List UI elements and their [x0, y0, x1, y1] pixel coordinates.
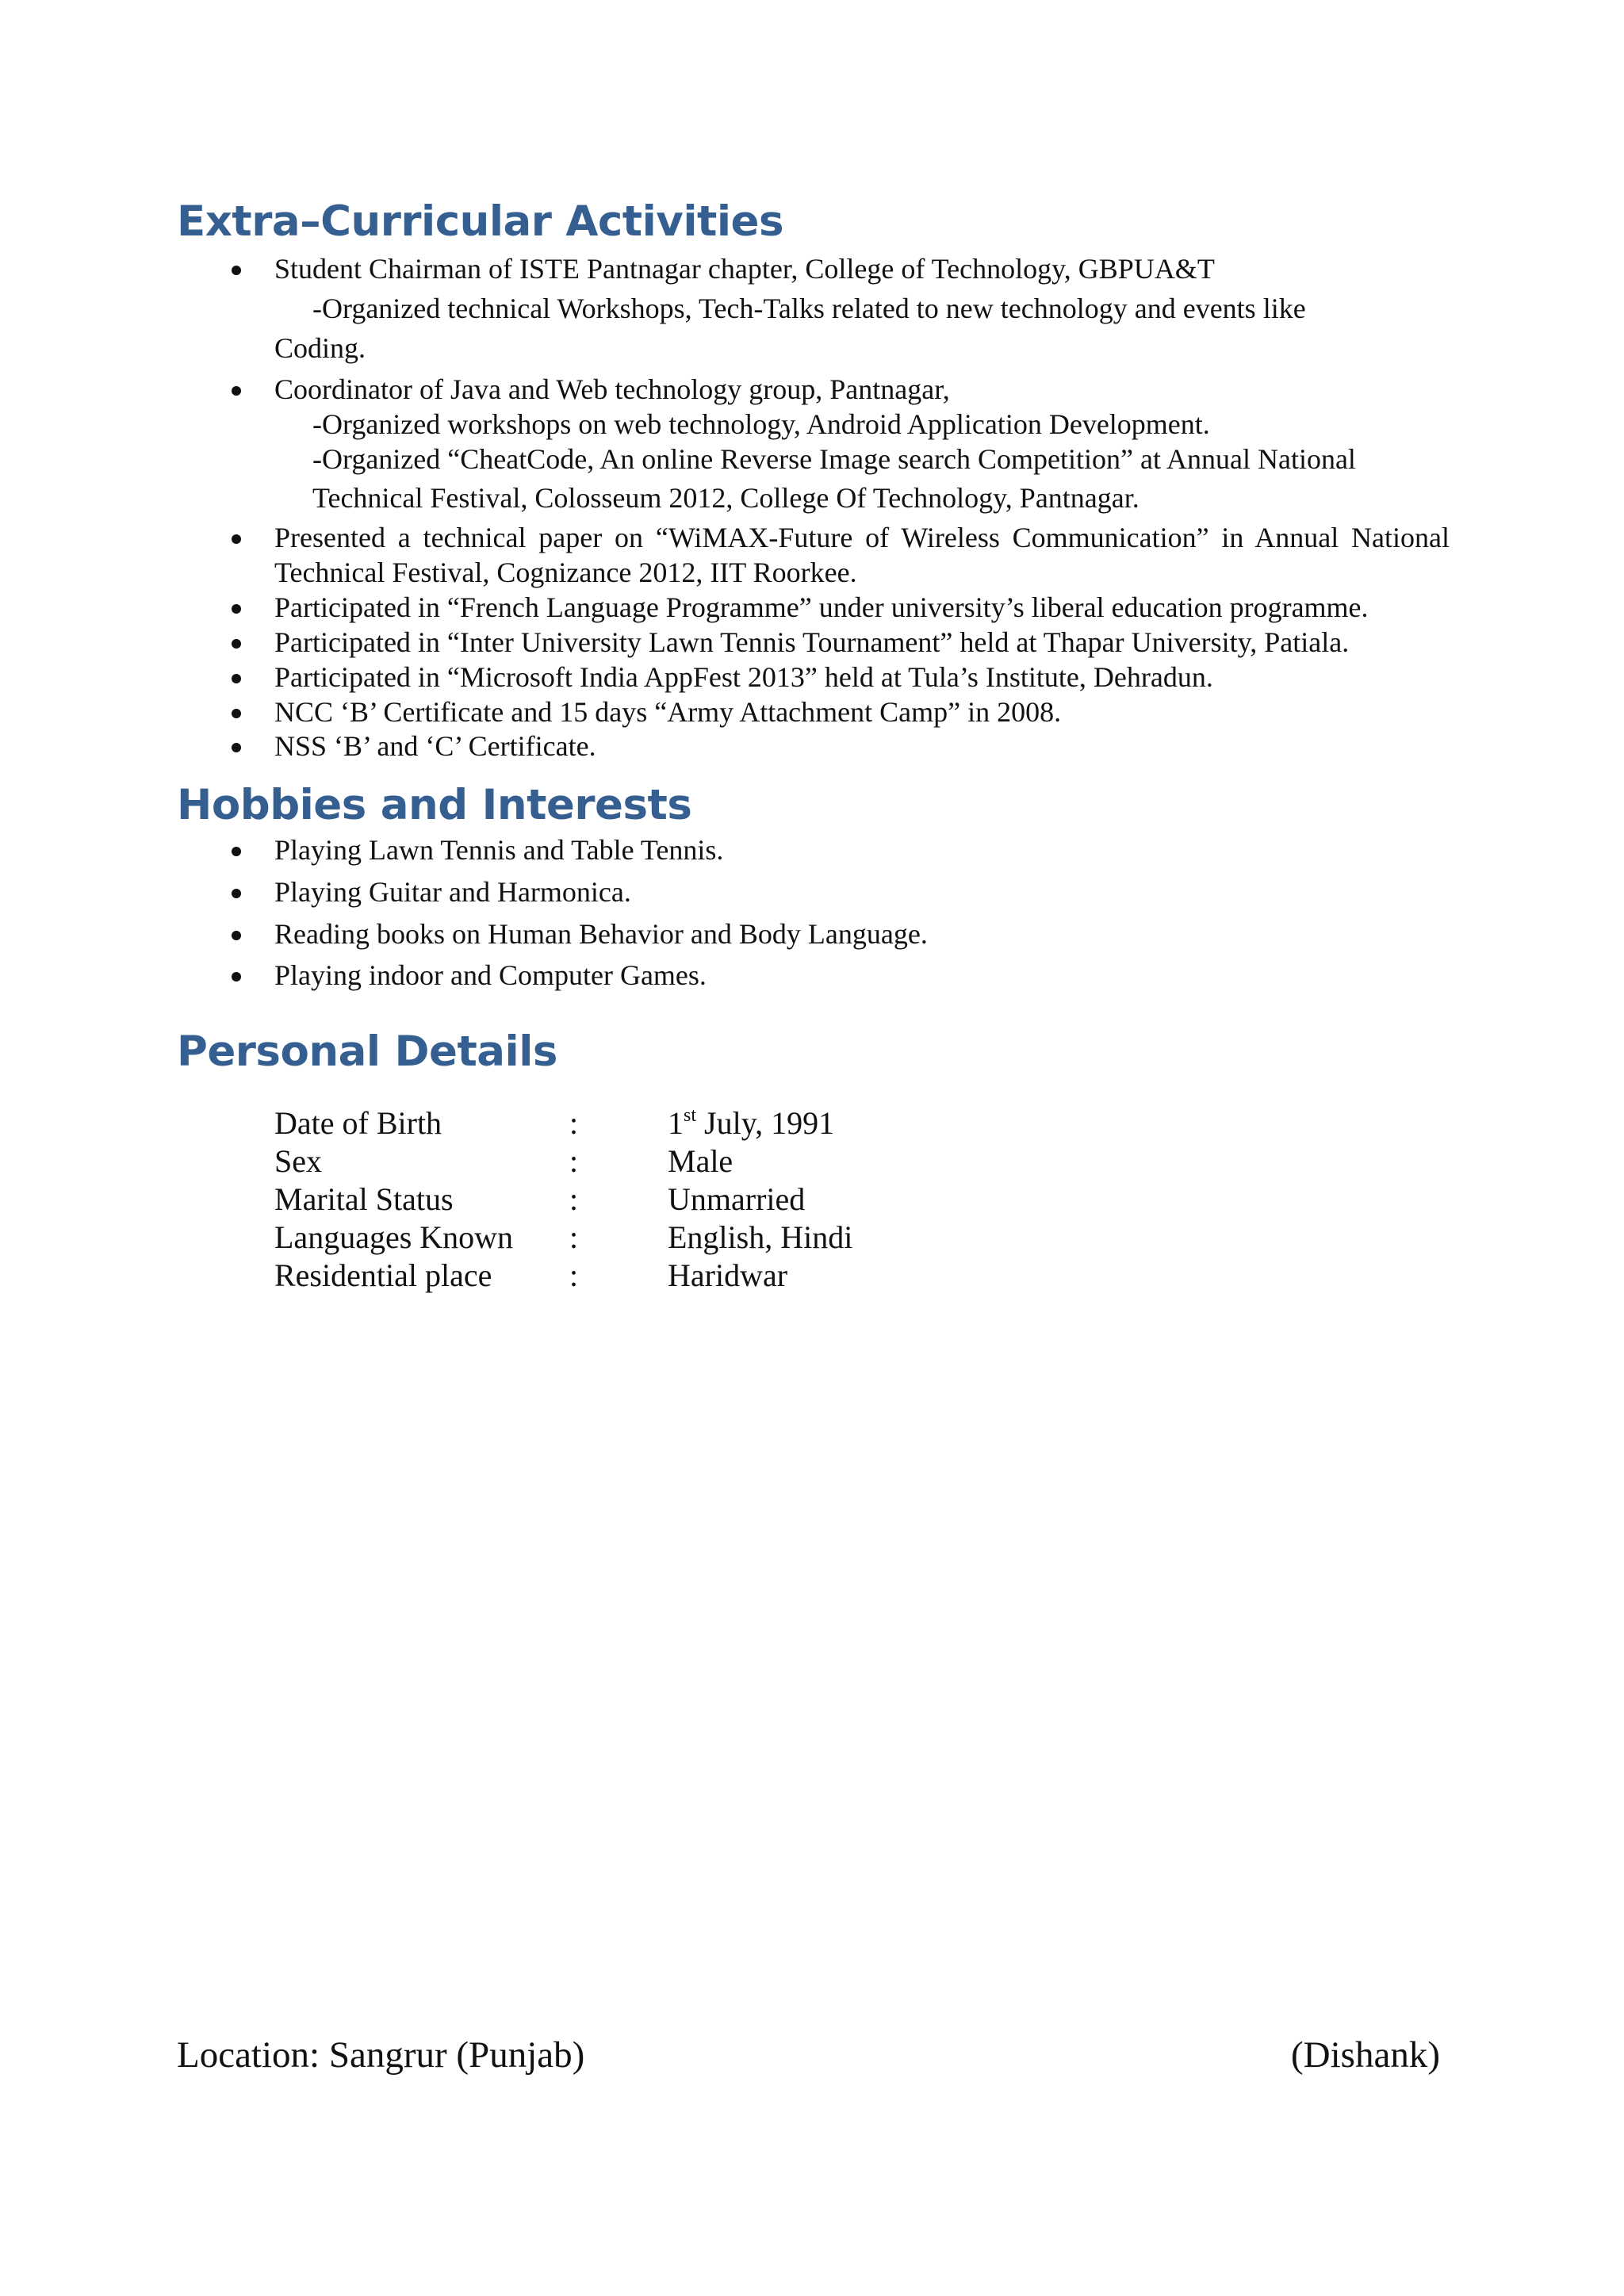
bullet: [232, 639, 241, 649]
dob-suffix: st: [684, 1105, 697, 1126]
list-item-detail: -Organized “CheatCode, An online Reverse Image search Competition” at Annual National: [312, 443, 1356, 475]
list-item: Student Chairman of ISTE Pantnagar chapter, College of Technology, GBPUA&T: [274, 253, 1215, 285]
bullet: [232, 931, 241, 940]
list-item: NCC ‘B’ Certificate and 15 days “Army Attachment Camp” in 2008.: [274, 696, 1062, 728]
list-item: Participated in “Microsoft India AppFest 2013” held at Tula’s Institute, Dehradun.: [274, 661, 1213, 693]
bullet: [232, 889, 241, 898]
list-item-detail: -Organized technical Workshops, Tech-Talks related to new technology and events like: [312, 293, 1306, 324]
detail-separator: :: [569, 1105, 579, 1141]
dob-rest: July, 1991: [696, 1105, 835, 1141]
table-row: [274, 1219, 988, 1257]
bullet: [232, 743, 241, 752]
list-item: Coordinator of Java and Web technology group, Pantnagar,: [274, 373, 950, 405]
detail-value: English, Hindi: [668, 1219, 853, 1255]
list-item: Playing Guitar and Harmonica.: [274, 876, 631, 908]
list-item: Presented a technical paper on “WiMAX-Future of Wireless Communication” in Annual National Technical Festival, Cognizance 2012, IIT Roorkee.: [274, 522, 1450, 588]
section-title-personal-details: Personal Details: [177, 1027, 557, 1076]
dob-day: 1: [668, 1105, 684, 1141]
bullet: [232, 709, 241, 718]
detail-label: Marital Status: [274, 1181, 454, 1217]
list-item: Participated in “French Language Programme” under university’s liberal education programme.: [274, 591, 1369, 623]
bullet: [232, 674, 241, 683]
list-item-detail: -Organized workshops on web technology, Android Application Development.: [312, 408, 1210, 440]
detail-separator: :: [569, 1257, 579, 1293]
list-item-detail-continued: Technical Festival, Colosseum 2012, College Of Technology, Pantnagar.: [312, 482, 1139, 514]
detail-label: Sex: [274, 1143, 322, 1179]
list-item: Reading books on Human Behavior and Body Language.: [274, 918, 928, 950]
detail-value-dob: [668, 1104, 834, 1142]
table-row: [274, 1104, 988, 1142]
detail-value: Unmarried: [668, 1181, 806, 1217]
bullet: [232, 972, 241, 982]
section-title-extra-curricular: Extra–Curricular Activities: [177, 197, 784, 246]
bullet: [232, 847, 241, 856]
section-title-hobbies: Hobbies and Interests: [177, 781, 692, 829]
detail-label: Residential place: [274, 1257, 492, 1293]
list-item: Playing Lawn Tennis and Table Tennis.: [274, 834, 724, 866]
detail-label: Date of Birth: [274, 1105, 442, 1141]
detail-label: Languages Known: [274, 1219, 514, 1255]
list-item: Playing indoor and Computer Games.: [274, 959, 707, 991]
table-row: [274, 1181, 988, 1219]
bullet: [232, 604, 241, 614]
bullet: [232, 266, 241, 275]
table-row: [274, 1257, 988, 1295]
bullet: [232, 386, 241, 396]
footer-signature: (Dishank): [1291, 2034, 1440, 2076]
detail-separator: :: [569, 1181, 579, 1217]
footer-location: Location: Sangrur (Punjab): [177, 2034, 585, 2076]
bullet: [232, 534, 241, 544]
table-row: [274, 1142, 988, 1181]
detail-value: Male: [668, 1143, 733, 1179]
list-item-detail-continued: Coding.: [274, 332, 366, 364]
detail-separator: :: [569, 1143, 579, 1179]
detail-value: Haridwar: [668, 1257, 788, 1293]
detail-separator: :: [569, 1219, 579, 1255]
list-item: Participated in “Inter University Lawn Tennis Tournament” held at Thapar University, Patiala.: [274, 626, 1350, 658]
list-item: NSS ‘B’ and ‘C’ Certificate.: [274, 730, 596, 762]
